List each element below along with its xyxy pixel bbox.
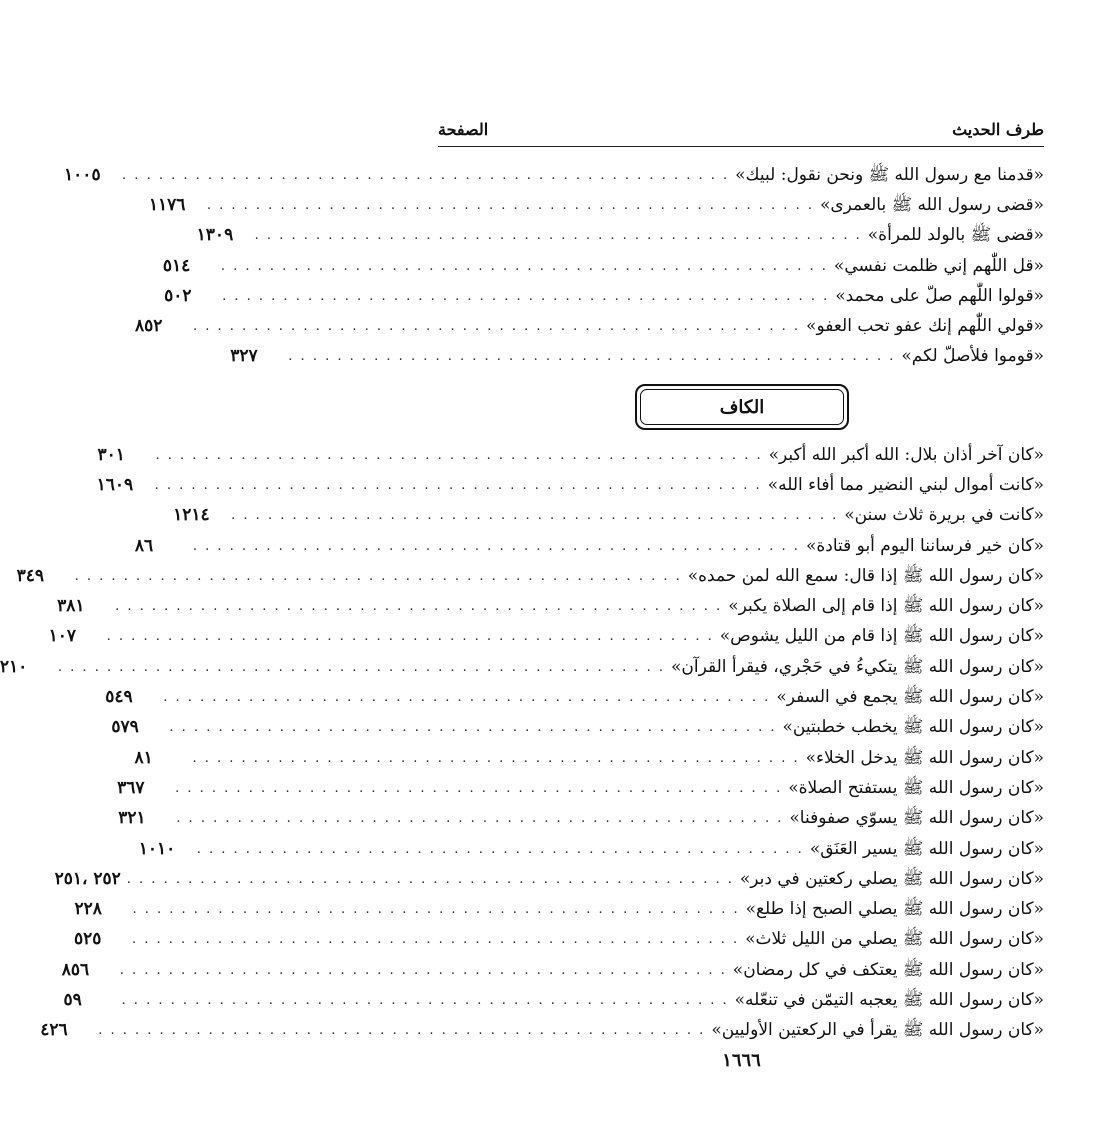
- page-ref: ٣٨١: [57, 596, 85, 617]
- page-ref: ٨١: [134, 747, 153, 768]
- hadith-text: «قولوا اللّٰهم صلّ على محمد»: [835, 285, 1044, 306]
- page-ref: ١٢١٤: [173, 505, 210, 526]
- page-ref: ٤٢٦: [40, 1020, 68, 1041]
- hadith-text: «كان رسول الله ﷺ يستفتح الصلاة»: [788, 777, 1044, 798]
- hadith-text: «كان خير فرساننا اليوم أبو قتادة»: [805, 535, 1044, 556]
- leader-dots: . . . . . . . . . . . . . . . . . . . . . . . . . . . . . . . . . . . . . . . . . . . . . . . . . .: [74, 568, 682, 584]
- leader-dots: . . . . . . . . . . . . . . . . . . . . . . . . . . . . . . . . . . . . . . . . . . . . . . . . . .: [192, 750, 800, 766]
- leader-dots: . . . . . . . . . . . . . . . . . . . . . . . . . . . . . . . . . . . . . . . . . . . . . . . . . .: [119, 962, 727, 978]
- index-entry: [138, 834, 1044, 864]
- page-ref: ٥١٤: [162, 255, 191, 276]
- page-ref: ١٦٠٩: [96, 474, 134, 495]
- index-entry: [57, 591, 1044, 621]
- page-ref: ١٠١٠: [138, 838, 176, 859]
- leader-dots: . . . . . . . . . . . . . . . . . . . . . . . . . . . . . . . . . . . . . . . . . . . . . . . . . .: [196, 841, 804, 857]
- section-heading: الكاف: [640, 389, 844, 425]
- hadith-text: «كانت في بريرة ثلاث سنن»: [844, 505, 1044, 526]
- page-ref: ٢٢٨: [74, 899, 102, 920]
- index-list-kaf: [0, 440, 1044, 1046]
- leader-dots: . . . . . . . . . . . . . . . . . . . . . . . . . . . . . . . . . . . . . . . . . . . . . . . . . .: [175, 780, 783, 796]
- index-entry: [74, 894, 1044, 924]
- header-divider: [438, 146, 1044, 147]
- leader-dots: . . . . . . . . . . . . . . . . . . . . . . . . . . . . . . . . . . . . . . . . . . . . . . . . . .: [121, 992, 729, 1008]
- leader-dots: . . . . . . . . . . . . . . . . . . . . . . . . . . . . . . . . . . . . . . . . . . . . . . . . . .: [106, 629, 714, 645]
- hadith-column-label: طرف الحديث: [952, 120, 1044, 139]
- index-entry: [230, 342, 1044, 372]
- hadith-text: «كان رسول الله ﷺ يتكيءُ في حَجْري، فيقرأ القرآن»: [671, 656, 1044, 677]
- index-entry: [97, 440, 1044, 470]
- leader-dots: . . . . . . . . . . . . . . . . . . . . . . . . . . . . . . . . . . . . . . . . . . . . . . . . . .: [206, 197, 814, 213]
- hadith-text: «كان رسول الله ﷺ يسوّي صفوفنا»: [789, 808, 1044, 829]
- page-ref: ٣٢١: [118, 808, 146, 829]
- hadith-text: «كان رسول الله ﷺ يجمع في السفر»: [776, 687, 1044, 708]
- hadith-text: «قل اللّٰهم إني ظلمت نفسي»: [833, 255, 1044, 276]
- hadith-text: «كان رسول الله ﷺ يقرأ في الركعتين الأوليين»: [711, 1020, 1044, 1041]
- hadith-text: «قضى رسول الله ﷺ بالعمرى»: [819, 194, 1044, 215]
- hadith-text: «كان رسول الله ﷺ يصلي ركعتين في دبر»: [739, 868, 1044, 889]
- hadith-text: «كان آخر أذان بلال: الله أكبر الله أكبر»: [768, 444, 1044, 465]
- leader-dots: . . . . . . . . . . . . . . . . . . . . . . . . . . . . . . . . . . . . . . . . . . . . . . . . . .: [154, 477, 762, 493]
- page-ref: ١٠٠٥: [64, 164, 101, 185]
- leader-dots: . . . . . . . . . . . . . . . . . . . . . . . . . . . . . . . . . . . . . . . . . . . . . . . . . .: [163, 690, 771, 706]
- hadith-text: «كان رسول الله ﷺ يعتكف في كل رمضان»: [732, 959, 1044, 980]
- page-ref: ٨٥٢: [134, 316, 163, 337]
- hadith-text: «كان رسول الله ﷺ إذا قال: سمع الله لمن حمده»: [687, 565, 1044, 586]
- index-entry: [196, 221, 1044, 251]
- page-ref: ١٣٠٩: [196, 225, 234, 246]
- page-ref: ٢١٠: [0, 656, 28, 677]
- leader-dots: . . . . . . . . . . . . . . . . . . . . . . . . . . . . . . . . . . . . . . . . . . . . . . . . . .: [220, 258, 828, 274]
- page-ref: ٢٥٢ ،٢٥١: [54, 868, 121, 889]
- index-entry: [134, 311, 1044, 341]
- hadith-text: «قولي اللّٰهم إنك عفو تحب العفو»: [806, 316, 1044, 337]
- page-ref: ٨٦: [134, 535, 154, 556]
- index-entry: [63, 985, 1044, 1015]
- page-ref: ٣٤٩: [16, 565, 45, 586]
- index-entry: [164, 281, 1044, 311]
- page-ref: ١١٧٦: [148, 194, 186, 215]
- page-ref: ١٠٧: [48, 626, 77, 647]
- leader-dots: . . . . . . . . . . . . . . . . . . . . . . . . . . . . . . . . . . . . . . . . . . . . . . . . . .: [57, 659, 666, 675]
- index-entry: [0, 652, 1044, 682]
- hadith-text: «كان رسول الله ﷺ إذا قام إلى الصلاة يكبر»: [728, 596, 1044, 617]
- index-entry: [74, 925, 1044, 955]
- index-entry: [162, 251, 1044, 281]
- section-heading-box: [635, 384, 849, 430]
- index-entry: [117, 773, 1044, 803]
- index-entry: [16, 561, 1044, 591]
- hadith-text: «كان رسول الله ﷺ يدخل الخلاء»: [805, 747, 1044, 768]
- leader-dots: . . . . . . . . . . . . . . . . . . . . . . . . . . . . . . . . . . . . . . . . . . . . . . . . . .: [126, 871, 734, 887]
- page-ref: ٣٠١: [97, 444, 125, 465]
- index-entry: [54, 864, 1044, 894]
- hadith-text: «كان رسول الله ﷺ يخطب خطبتين»: [782, 717, 1044, 738]
- page-number: ١٦٦٦: [722, 1050, 761, 1071]
- hadith-text: «كان رسول الله ﷺ يسير العَنَق»: [809, 838, 1044, 859]
- leader-dots: . . . . . . . . . . . . . . . . . . . . . . . . . . . . . . . . . . . . . . . . . . . . . . . . . .: [288, 349, 896, 365]
- index-entry: [173, 501, 1044, 531]
- hadith-text: «كان رسول الله ﷺ يصلي الصبح إذا طلع»: [745, 899, 1044, 920]
- index-entry: [96, 470, 1044, 500]
- index-entry: [105, 682, 1044, 712]
- leader-dots: . . . . . . . . . . . . . . . . . . . . . . . . . . . . . . . . . . . . . . . . . . . . . . . . . .: [115, 599, 723, 615]
- index-entry: [48, 622, 1044, 652]
- page-ref: ٥٧٩: [111, 717, 139, 738]
- index-entry: [148, 190, 1044, 220]
- page-ref: ٥٤٩: [105, 687, 133, 708]
- leader-dots: . . . . . . . . . . . . . . . . . . . . . . . . . . . . . . . . . . . . . . . . . . . . . . . . . .: [222, 288, 830, 304]
- leader-dots: . . . . . . . . . . . . . . . . . . . . . . . . . . . . . . . . . . . . . . . . . . . . . . . . . .: [176, 811, 784, 827]
- hadith-text: «كانت أموال لبني النضير مما أفاء الله»: [767, 474, 1044, 495]
- leader-dots: . . . . . . . . . . . . . . . . . . . . . . . . . . . . . . . . . . . . . . . . . . . . . . . . . .: [192, 319, 801, 335]
- hadith-text: «كان رسول الله ﷺ يعجبه التيمّن في تنعّله»: [734, 989, 1044, 1010]
- index-entry: [40, 1016, 1044, 1046]
- index-entry: [134, 531, 1044, 561]
- hadith-text: «كان رسول الله ﷺ إذا قام من الليل يشوص»: [719, 626, 1044, 647]
- leader-dots: . . . . . . . . . . . . . . . . . . . . . . . . . . . . . . . . . . . . . . . . . . . . . . . . . .: [98, 1023, 706, 1039]
- leader-dots: . . . . . . . . . . . . . . . . . . . . . . . . . . . . . . . . . . . . . . . . . . . . . . . . . .: [254, 228, 862, 244]
- index-entry: [111, 713, 1044, 743]
- leader-dots: . . . . . . . . . . . . . . . . . . . . . . . . . . . . . . . . . . . . . . . . . . . . . . . . . .: [231, 508, 839, 524]
- index-entry: [134, 743, 1044, 773]
- hadith-text: «قوموا فلأصلّ لكم»: [901, 346, 1044, 367]
- hadith-text: «قدمنا مع رسول الله ﷺ ونحن نقول: لبيك»: [735, 164, 1044, 185]
- page-column-label: الصفحة: [438, 120, 489, 139]
- index-entry: [118, 804, 1044, 834]
- index-list-qaf: [64, 160, 1044, 372]
- hadith-text: «قضى ﷺ بالولد للمرأة»: [867, 225, 1044, 246]
- leader-dots: . . . . . . . . . . . . . . . . . . . . . . . . . . . . . . . . . . . . . . . . . . . . . . . . . .: [132, 902, 740, 918]
- leader-dots: . . . . . . . . . . . . . . . . . . . . . . . . . . . . . . . . . . . . . . . . . . . . . . . . . .: [132, 932, 740, 948]
- page-ref: ٥٠٢: [164, 285, 192, 306]
- index-entry: [61, 955, 1044, 985]
- page-ref: ٣٢٧: [230, 346, 258, 367]
- leader-dots: . . . . . . . . . . . . . . . . . . . . . . . . . . . . . . . . . . . . . . . . . . . . . . . . . .: [169, 720, 777, 736]
- hadith-text: «كان رسول الله ﷺ يصلي من الليل ثلاث»: [745, 929, 1044, 950]
- index-entry: [64, 160, 1044, 190]
- page-ref: ٣٦٧: [117, 777, 145, 798]
- page-ref: ٥٢٥: [74, 929, 102, 950]
- column-header: [438, 113, 1044, 139]
- page-ref: ٨٥٦: [61, 959, 90, 980]
- leader-dots: . . . . . . . . . . . . . . . . . . . . . . . . . . . . . . . . . . . . . . . . . . . . . . . . . .: [155, 447, 763, 463]
- page-ref: ٥٩: [63, 989, 82, 1010]
- leader-dots: . . . . . . . . . . . . . . . . . . . . . . . . . . . . . . . . . . . . . . . . . . . . . . . . . .: [192, 538, 800, 554]
- leader-dots: . . . . . . . . . . . . . . . . . . . . . . . . . . . . . . . . . . . . . . . . . . . . . . . . . .: [122, 167, 730, 183]
